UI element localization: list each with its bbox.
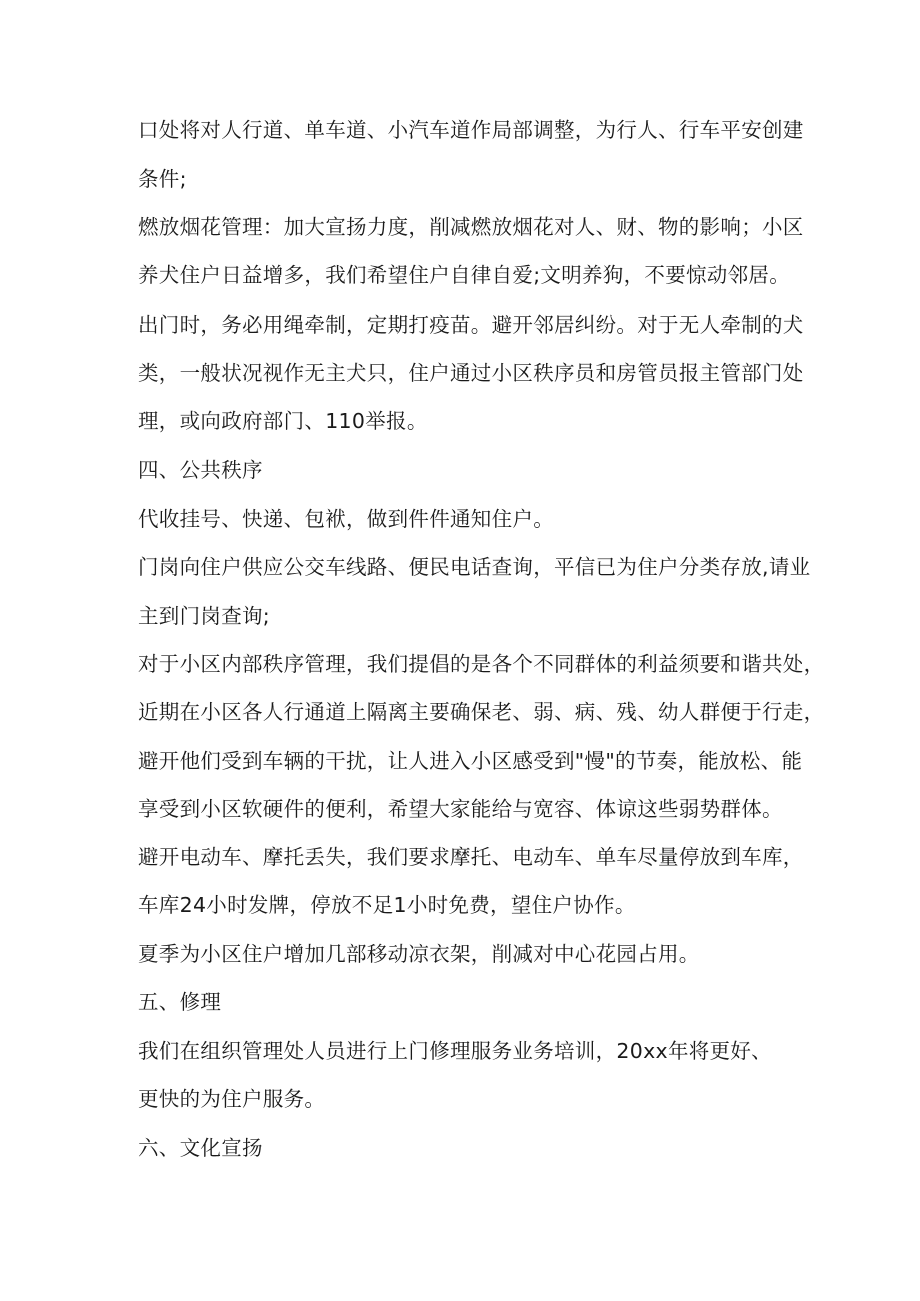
text-line: 出门时，务必用绳牵制，定期打疫苗。避开邻居纠纷。对于无人牵制的犬 <box>138 313 804 337</box>
text-line: 理，或向政府部门、110举报。 <box>138 409 428 433</box>
text-line: 代收挂号、快递、包袱，做到件件通知住户。 <box>138 507 554 531</box>
section-heading: 五、修理 <box>138 990 222 1014</box>
text-line: 避开他们受到车辆的干扰，让人进入小区感受到"慢"的节奏，能放松、能 <box>138 749 803 773</box>
text-line: 主到门岗查询; <box>138 604 271 628</box>
text-line: 夏季为小区住户增加几部移动凉衣架，削减对中心花园占用。 <box>138 942 700 966</box>
text-line: 养犬住户日益增多，我们希望住户自律自爱;文明养狗，不要惊动邻居。 <box>138 263 791 287</box>
section-heading: 四、公共秩序 <box>138 458 263 482</box>
text-line: 类，一般状况视作无主犬只，住户通过小区秩序员和房管员报主管部门处 <box>138 361 804 385</box>
text-line: 更快的为住户服务。 <box>138 1087 326 1111</box>
text-line: 车库24小时发牌，停放不足1小时免费，望住户协作。 <box>138 893 636 917</box>
text-line: 口处将对人行道、单车道、小汽车道作局部调整，为行人、行车平安创建 <box>138 118 804 142</box>
text-line: 对于小区内部秩序管理，我们提倡的是各个不同群体的利益须要和谐共处， <box>138 652 825 676</box>
text-line: 享受到小区软硬件的便利，希望大家能给与宽容、体谅这些弱势群体。 <box>138 797 783 821</box>
text-line: 门岗向住户供应公交车线路、便民电话查询，平信已为住户分类存放,请业 <box>138 555 811 579</box>
text-line: 近期在小区各人行通道上隔离主要确保老、弱、病、残、幼人群便于行走， <box>138 700 825 724</box>
section-heading: 六、文化宣扬 <box>138 1136 263 1160</box>
text-line: 我们在组织管理处人员进行上门修理服务业务培训，20xx年将更好、 <box>138 1039 772 1063</box>
text-line: 条件; <box>138 167 187 191</box>
text-line: 燃放烟花管理：加大宣扬力度，削减燃放烟花对人、财、物的影响；小区 <box>138 215 804 239</box>
text-line: 避开电动车、摩托丢失，我们要求摩托、电动车、单车尽量停放到车库， <box>138 845 804 869</box>
